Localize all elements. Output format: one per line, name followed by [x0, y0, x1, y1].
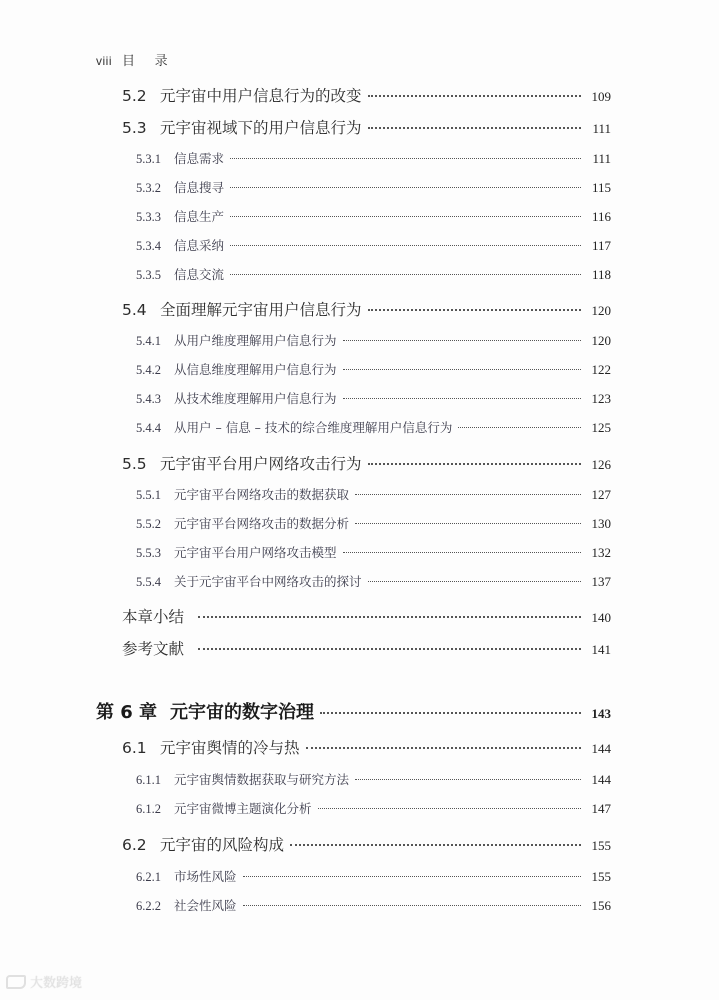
dot-leader: [343, 369, 581, 370]
toc-entry-chapter: [96, 698, 611, 724]
section-title: 元宇宙的风险构成: [160, 836, 285, 854]
section-title: 元宇宙中用户信息行为的改变: [160, 87, 362, 105]
page-number: 126: [591, 457, 611, 472]
subsection-title: 信息生产: [174, 209, 225, 224]
entry-title: 本章小结: [122, 608, 185, 626]
page-number: 144: [591, 741, 611, 756]
section-title: 元宇宙视域下的用户信息行为: [160, 119, 362, 137]
subsection-title: 市场性风险: [174, 869, 237, 884]
subsection-number: 5.3.1: [136, 152, 161, 166]
toc-entry-subsection: [136, 514, 611, 532]
section-title: 元宇宙舆情的冷与热: [160, 739, 300, 757]
section-title: 元宇宙平台用户网络攻击行为: [160, 455, 362, 473]
section-number: 5.3: [122, 119, 147, 137]
dot-leader: [230, 274, 581, 275]
entry-title: 参考文献: [122, 640, 185, 658]
subsection-title: 从用户 – 信息 – 技术的综合维度理解用户信息行为: [174, 420, 453, 435]
dot-leader: [230, 187, 581, 188]
subsection-number: 5.3.4: [136, 239, 161, 253]
page-number: 130: [591, 516, 611, 531]
page-number: 120: [591, 303, 611, 318]
page-number: 155: [591, 838, 611, 853]
dot-leader: [230, 158, 581, 159]
subsection-title: 从用户维度理解用户信息行为: [174, 333, 337, 348]
running-head: [96, 50, 176, 69]
page-number: 111: [592, 121, 611, 136]
page-number: 117: [591, 238, 611, 253]
section-title: 全面理解元宇宙用户信息行为: [160, 301, 362, 319]
dot-leader: [230, 245, 581, 246]
subsection-number: 5.3.5: [136, 268, 161, 282]
page-number: 109: [591, 89, 611, 104]
subsection-number: 6.1.2: [136, 802, 161, 816]
page-number: 155: [591, 869, 611, 884]
subsection-title: 关于元宇宙平台中网络攻击的探讨: [174, 574, 362, 589]
watermark-text: 大数跨境: [30, 976, 83, 991]
toc-entry-subsection: [136, 572, 611, 590]
subsection-number: 5.4.4: [136, 421, 161, 435]
toc-entry-subsection: [136, 178, 611, 196]
toc-entry-subsection: [136, 896, 611, 914]
toc-entry-subsection: [136, 770, 611, 788]
dot-leader: [458, 427, 581, 428]
page-number: 118: [591, 267, 611, 282]
page-number: 120: [591, 333, 611, 348]
page-number: 143: [591, 706, 611, 721]
subsection-number: 5.4.3: [136, 392, 161, 406]
toc-entry-subsection: [136, 207, 611, 225]
dot-leader: [355, 494, 581, 495]
watermark: [6, 972, 82, 991]
page-number: 123: [591, 391, 611, 406]
dot-leader: [198, 648, 581, 650]
toc-entry-subsection: [136, 543, 611, 561]
dot-leader: [368, 581, 581, 582]
dot-leader: [368, 309, 581, 311]
subsection-number: 6.1.1: [136, 773, 161, 787]
toc-entry-section: [122, 298, 611, 320]
dot-leader: [343, 552, 581, 553]
toc-entry-section: [122, 116, 611, 138]
section-number: 6.1: [122, 739, 147, 757]
toc-entry-subsection: [136, 485, 611, 503]
page-number: 115: [591, 180, 611, 195]
subsection-number: 5.5.2: [136, 517, 161, 531]
subsection-title: 从技术维度理解用户信息行为: [174, 391, 337, 406]
subsection-title: 从信息维度理解用户信息行为: [174, 362, 337, 377]
subsection-number: 5.5.3: [136, 546, 161, 560]
subsection-number: 6.2.2: [136, 899, 161, 913]
dot-leader: [343, 340, 581, 341]
section-number: 5.5: [122, 455, 147, 473]
subsection-number: 5.5.4: [136, 575, 161, 589]
dot-leader: [368, 463, 581, 465]
toc-entry-references: [122, 637, 611, 659]
subsection-number: 5.3.2: [136, 181, 161, 195]
subsection-number: 5.4.2: [136, 363, 161, 377]
toc-entry-section: [122, 833, 611, 855]
subsection-title: 元宇宙平台网络攻击的数据分析: [174, 516, 350, 531]
subsection-title: 元宇宙平台网络攻击的数据获取: [174, 487, 350, 502]
dot-leader: [368, 127, 581, 129]
toc-entry-subsection: [136, 236, 611, 254]
dot-leader: [343, 398, 581, 399]
running-head-title: 目 录: [122, 53, 176, 68]
subsection-title: 信息交流: [174, 267, 225, 282]
dot-leader: [368, 95, 581, 97]
page-number: 132: [591, 545, 611, 560]
subsection-title: 元宇宙平台用户网络攻击模型: [174, 545, 337, 560]
dot-leader: [243, 905, 581, 906]
toc-entry-subsection: [136, 867, 611, 885]
dot-leader: [320, 712, 581, 714]
toc-entry-section: [122, 736, 611, 758]
chapter-number: 第 6 章: [96, 702, 158, 723]
page-number: 127: [591, 487, 611, 502]
toc-entry-subsection: [136, 331, 611, 349]
page-folio: viii: [96, 54, 112, 68]
subsection-number: 6.2.1: [136, 870, 161, 884]
subsection-number: 5.5.1: [136, 488, 161, 502]
dot-leader: [355, 779, 581, 780]
page-number: 141: [591, 642, 611, 657]
subsection-title: 社会性风险: [174, 898, 237, 913]
subsection-title: 信息搜寻: [174, 180, 225, 195]
dot-leader: [290, 844, 581, 846]
subsection-title: 信息采纳: [174, 238, 225, 253]
dot-leader: [306, 747, 581, 749]
toc-entry-section: [122, 84, 611, 106]
page-number: 116: [591, 209, 611, 224]
subsection-number: 5.4.1: [136, 334, 161, 348]
subsection-number: 5.3.3: [136, 210, 161, 224]
toc-entry-section: [122, 452, 611, 474]
dot-leader: [198, 616, 581, 618]
subsection-title: 元宇宙舆情数据获取与研究方法: [174, 772, 350, 787]
toc-entry-subsection: [136, 265, 611, 283]
page-number: 140: [591, 610, 611, 625]
page-number: 137: [591, 574, 611, 589]
toc-entry-subsection: [136, 149, 611, 167]
watermark-logo-icon: [6, 975, 26, 989]
dot-leader: [230, 216, 581, 217]
page-number: 122: [591, 362, 611, 377]
subsection-title: 元宇宙微博主题演化分析: [174, 801, 312, 816]
toc-entry-subsection: [136, 389, 611, 407]
chapter-title: 元宇宙的数字治理: [170, 702, 314, 723]
page-number: 144: [591, 772, 611, 787]
toc-entry-subsection: [136, 799, 611, 817]
page-number: 125: [591, 420, 611, 435]
page-number: 156: [591, 898, 611, 913]
dot-leader: [243, 876, 581, 877]
page-number: 147: [591, 801, 611, 816]
dot-leader: [355, 523, 581, 524]
section-number: 6.2: [122, 836, 147, 854]
subsection-title: 信息需求: [174, 151, 225, 166]
dot-leader: [318, 808, 581, 809]
page-number: 111: [592, 151, 611, 166]
section-number: 5.2: [122, 87, 147, 105]
section-number: 5.4: [122, 301, 147, 319]
toc-entry-subsection: [136, 418, 611, 436]
toc-entry-chapter-summary: [122, 605, 611, 627]
toc-entry-subsection: [136, 360, 611, 378]
